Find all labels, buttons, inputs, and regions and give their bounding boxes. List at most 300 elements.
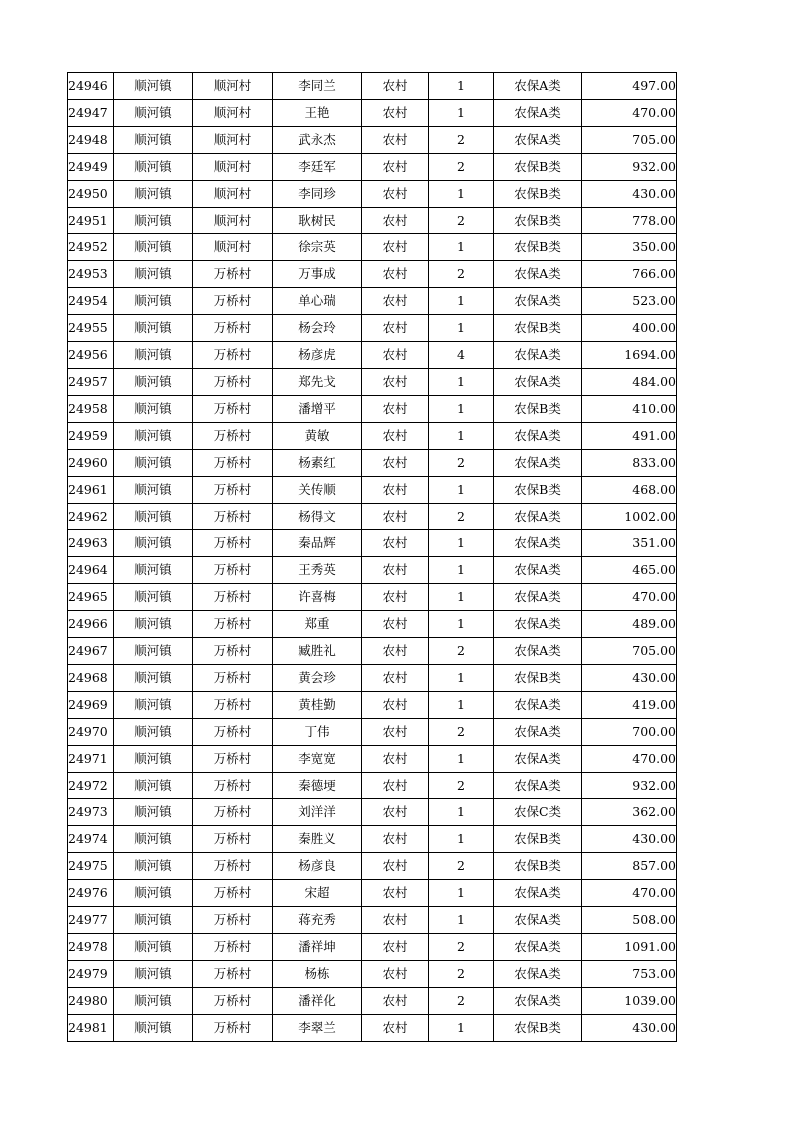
- amount-cell: 410.00: [582, 395, 677, 422]
- village-cell: 万桥村: [193, 449, 273, 476]
- town-cell: 顺河镇: [114, 664, 193, 691]
- table-row: [68, 718, 677, 745]
- amount-cell: 1091.00: [582, 934, 677, 961]
- table-row: [68, 99, 677, 126]
- village-cell: 万桥村: [193, 315, 273, 342]
- household-type-cell: 农村: [362, 691, 429, 718]
- town-cell: 顺河镇: [114, 987, 193, 1014]
- village-cell: 万桥村: [193, 772, 273, 799]
- table-row: [68, 261, 677, 288]
- village-cell: 万桥村: [193, 342, 273, 369]
- town-cell: 顺河镇: [114, 853, 193, 880]
- record-id-cell: 24966: [68, 611, 114, 638]
- record-id-cell: 24948: [68, 126, 114, 153]
- household-type-cell: 农村: [362, 799, 429, 826]
- household-type-cell: 农村: [362, 664, 429, 691]
- village-cell: 万桥村: [193, 987, 273, 1014]
- person-count-cell: 2: [429, 126, 494, 153]
- table-body: [68, 73, 677, 1042]
- table-row: [68, 664, 677, 691]
- category-cell: 农保A类: [494, 530, 582, 557]
- record-id-cell: 24971: [68, 745, 114, 772]
- town-cell: 顺河镇: [114, 1014, 193, 1041]
- person-count-cell: 2: [429, 772, 494, 799]
- town-cell: 顺河镇: [114, 530, 193, 557]
- amount-cell: 430.00: [582, 180, 677, 207]
- person-count-cell: 1: [429, 584, 494, 611]
- amount-cell: 351.00: [582, 530, 677, 557]
- amount-cell: 430.00: [582, 1014, 677, 1041]
- name-cell: 杨得文: [273, 503, 362, 530]
- town-cell: 顺河镇: [114, 745, 193, 772]
- village-cell: 万桥村: [193, 476, 273, 503]
- person-count-cell: 2: [429, 987, 494, 1014]
- amount-cell: 470.00: [582, 584, 677, 611]
- record-id-cell: 24961: [68, 476, 114, 503]
- name-cell: 关传顺: [273, 476, 362, 503]
- town-cell: 顺河镇: [114, 718, 193, 745]
- table-row: [68, 880, 677, 907]
- town-cell: 顺河镇: [114, 368, 193, 395]
- record-id-cell: 24954: [68, 288, 114, 315]
- person-count-cell: 4: [429, 342, 494, 369]
- village-cell: 万桥村: [193, 1014, 273, 1041]
- village-cell: 万桥村: [193, 368, 273, 395]
- amount-cell: 470.00: [582, 99, 677, 126]
- record-id-cell: 24946: [68, 73, 114, 100]
- name-cell: 武永杰: [273, 126, 362, 153]
- town-cell: 顺河镇: [114, 234, 193, 261]
- village-cell: 顺河村: [193, 126, 273, 153]
- name-cell: 许喜梅: [273, 584, 362, 611]
- household-type-cell: 农村: [362, 234, 429, 261]
- table-row: [68, 745, 677, 772]
- name-cell: 臧胜礼: [273, 638, 362, 665]
- table-row: [68, 449, 677, 476]
- category-cell: 农保B类: [494, 315, 582, 342]
- person-count-cell: 1: [429, 907, 494, 934]
- amount-cell: 470.00: [582, 880, 677, 907]
- amount-cell: 833.00: [582, 449, 677, 476]
- record-id-cell: 24952: [68, 234, 114, 261]
- name-cell: 徐宗英: [273, 234, 362, 261]
- village-cell: 万桥村: [193, 422, 273, 449]
- village-cell: 万桥村: [193, 934, 273, 961]
- name-cell: 杨彦良: [273, 853, 362, 880]
- household-type-cell: 农村: [362, 99, 429, 126]
- table-row: [68, 853, 677, 880]
- person-count-cell: 2: [429, 853, 494, 880]
- category-cell: 农保A类: [494, 342, 582, 369]
- household-type-cell: 农村: [362, 584, 429, 611]
- name-cell: 杨素红: [273, 449, 362, 476]
- household-type-cell: 农村: [362, 880, 429, 907]
- record-id-cell: 24976: [68, 880, 114, 907]
- person-count-cell: 1: [429, 288, 494, 315]
- category-cell: 农保A类: [494, 99, 582, 126]
- category-cell: 农保B类: [494, 476, 582, 503]
- table-row: [68, 395, 677, 422]
- village-cell: 万桥村: [193, 691, 273, 718]
- table-row: [68, 1014, 677, 1041]
- amount-cell: 430.00: [582, 826, 677, 853]
- amount-cell: 491.00: [582, 422, 677, 449]
- table-row: [68, 611, 677, 638]
- table-row: [68, 234, 677, 261]
- name-cell: 万事成: [273, 261, 362, 288]
- record-id-cell: 24947: [68, 99, 114, 126]
- person-count-cell: 2: [429, 503, 494, 530]
- household-type-cell: 农村: [362, 73, 429, 100]
- name-cell: 李翠兰: [273, 1014, 362, 1041]
- person-count-cell: 2: [429, 153, 494, 180]
- record-id-cell: 24968: [68, 664, 114, 691]
- person-count-cell: 1: [429, 315, 494, 342]
- person-count-cell: 1: [429, 826, 494, 853]
- household-type-cell: 农村: [362, 1014, 429, 1041]
- amount-cell: 705.00: [582, 126, 677, 153]
- record-id-cell: 24963: [68, 530, 114, 557]
- table-row: [68, 503, 677, 530]
- village-cell: 万桥村: [193, 288, 273, 315]
- town-cell: 顺河镇: [114, 395, 193, 422]
- category-cell: 农保A类: [494, 880, 582, 907]
- village-cell: 万桥村: [193, 853, 273, 880]
- village-cell: 万桥村: [193, 745, 273, 772]
- town-cell: 顺河镇: [114, 691, 193, 718]
- village-cell: 万桥村: [193, 638, 273, 665]
- household-type-cell: 农村: [362, 422, 429, 449]
- village-cell: 万桥村: [193, 799, 273, 826]
- household-type-cell: 农村: [362, 126, 429, 153]
- record-id-cell: 24981: [68, 1014, 114, 1041]
- household-type-cell: 农村: [362, 315, 429, 342]
- category-cell: 农保A类: [494, 772, 582, 799]
- amount-cell: 430.00: [582, 664, 677, 691]
- table-row: [68, 907, 677, 934]
- name-cell: 李同珍: [273, 180, 362, 207]
- household-type-cell: 农村: [362, 987, 429, 1014]
- name-cell: 李宽宽: [273, 745, 362, 772]
- town-cell: 顺河镇: [114, 907, 193, 934]
- person-count-cell: 2: [429, 449, 494, 476]
- village-cell: 万桥村: [193, 664, 273, 691]
- record-id-cell: 24965: [68, 584, 114, 611]
- record-id-cell: 24967: [68, 638, 114, 665]
- town-cell: 顺河镇: [114, 180, 193, 207]
- category-cell: 农保B类: [494, 853, 582, 880]
- amount-cell: 705.00: [582, 638, 677, 665]
- household-type-cell: 农村: [362, 342, 429, 369]
- category-cell: 农保B类: [494, 1014, 582, 1041]
- amount-cell: 523.00: [582, 288, 677, 315]
- record-id-cell: 24950: [68, 180, 114, 207]
- category-cell: 农保A类: [494, 73, 582, 100]
- category-cell: 农保A类: [494, 907, 582, 934]
- household-type-cell: 农村: [362, 288, 429, 315]
- town-cell: 顺河镇: [114, 799, 193, 826]
- village-cell: 万桥村: [193, 907, 273, 934]
- town-cell: 顺河镇: [114, 422, 193, 449]
- category-cell: 农保A类: [494, 934, 582, 961]
- amount-cell: 766.00: [582, 261, 677, 288]
- category-cell: 农保A类: [494, 288, 582, 315]
- person-count-cell: 1: [429, 368, 494, 395]
- town-cell: 顺河镇: [114, 557, 193, 584]
- category-cell: 农保A类: [494, 449, 582, 476]
- household-type-cell: 农村: [362, 557, 429, 584]
- category-cell: 农保B类: [494, 664, 582, 691]
- household-type-cell: 农村: [362, 960, 429, 987]
- name-cell: 杨彦虎: [273, 342, 362, 369]
- table-row: [68, 530, 677, 557]
- name-cell: 黄会珍: [273, 664, 362, 691]
- name-cell: 李同兰: [273, 73, 362, 100]
- name-cell: 耿树民: [273, 207, 362, 234]
- amount-cell: 778.00: [582, 207, 677, 234]
- person-count-cell: 1: [429, 234, 494, 261]
- village-cell: 顺河村: [193, 207, 273, 234]
- table-row: [68, 288, 677, 315]
- record-id-cell: 24970: [68, 718, 114, 745]
- village-cell: 顺河村: [193, 234, 273, 261]
- category-cell: 农保C类: [494, 799, 582, 826]
- name-cell: 潘祥坤: [273, 934, 362, 961]
- amount-cell: 1694.00: [582, 342, 677, 369]
- person-count-cell: 2: [429, 638, 494, 665]
- person-count-cell: 1: [429, 422, 494, 449]
- amount-cell: 350.00: [582, 234, 677, 261]
- category-cell: 农保A类: [494, 960, 582, 987]
- town-cell: 顺河镇: [114, 342, 193, 369]
- town-cell: 顺河镇: [114, 611, 193, 638]
- person-count-cell: 1: [429, 557, 494, 584]
- name-cell: 杨栋: [273, 960, 362, 987]
- table-row: [68, 960, 677, 987]
- record-id-cell: 24969: [68, 691, 114, 718]
- household-type-cell: 农村: [362, 826, 429, 853]
- amount-cell: 932.00: [582, 153, 677, 180]
- person-count-cell: 1: [429, 799, 494, 826]
- name-cell: 秦品辉: [273, 530, 362, 557]
- name-cell: 宋超: [273, 880, 362, 907]
- record-id-cell: 24974: [68, 826, 114, 853]
- record-id-cell: 24979: [68, 960, 114, 987]
- name-cell: 刘洋洋: [273, 799, 362, 826]
- village-cell: 万桥村: [193, 880, 273, 907]
- amount-cell: 465.00: [582, 557, 677, 584]
- category-cell: 农保B类: [494, 153, 582, 180]
- record-id-cell: 24975: [68, 853, 114, 880]
- table-row: [68, 342, 677, 369]
- name-cell: 李廷军: [273, 153, 362, 180]
- category-cell: 农保A类: [494, 368, 582, 395]
- town-cell: 顺河镇: [114, 153, 193, 180]
- household-type-cell: 农村: [362, 611, 429, 638]
- household-type-cell: 农村: [362, 261, 429, 288]
- village-cell: 万桥村: [193, 826, 273, 853]
- amount-cell: 400.00: [582, 315, 677, 342]
- name-cell: 单心瑞: [273, 288, 362, 315]
- category-cell: 农保A类: [494, 611, 582, 638]
- amount-cell: 489.00: [582, 611, 677, 638]
- household-type-cell: 农村: [362, 153, 429, 180]
- table-row: [68, 73, 677, 100]
- town-cell: 顺河镇: [114, 449, 193, 476]
- table-row: [68, 422, 677, 449]
- amount-cell: 857.00: [582, 853, 677, 880]
- record-id-cell: 24949: [68, 153, 114, 180]
- amount-cell: 700.00: [582, 718, 677, 745]
- name-cell: 黄敏: [273, 422, 362, 449]
- table-row: [68, 368, 677, 395]
- name-cell: 郑先戈: [273, 368, 362, 395]
- town-cell: 顺河镇: [114, 261, 193, 288]
- town-cell: 顺河镇: [114, 584, 193, 611]
- record-id-cell: 24980: [68, 987, 114, 1014]
- amount-cell: 497.00: [582, 73, 677, 100]
- table-row: [68, 934, 677, 961]
- household-type-cell: 农村: [362, 638, 429, 665]
- table-row: [68, 315, 677, 342]
- village-cell: 顺河村: [193, 99, 273, 126]
- category-cell: 农保A类: [494, 745, 582, 772]
- record-id-cell: 24962: [68, 503, 114, 530]
- record-id-cell: 24973: [68, 799, 114, 826]
- record-id-cell: 24955: [68, 315, 114, 342]
- village-cell: 万桥村: [193, 557, 273, 584]
- category-cell: 农保B类: [494, 395, 582, 422]
- table-row: [68, 557, 677, 584]
- category-cell: 农保B类: [494, 180, 582, 207]
- name-cell: 秦德埂: [273, 772, 362, 799]
- record-id-cell: 24959: [68, 422, 114, 449]
- category-cell: 农保A类: [494, 422, 582, 449]
- amount-cell: 932.00: [582, 772, 677, 799]
- person-count-cell: 1: [429, 530, 494, 557]
- household-type-cell: 农村: [362, 907, 429, 934]
- town-cell: 顺河镇: [114, 503, 193, 530]
- town-cell: 顺河镇: [114, 73, 193, 100]
- table-row: [68, 153, 677, 180]
- person-count-cell: 1: [429, 1014, 494, 1041]
- household-type-cell: 农村: [362, 745, 429, 772]
- amount-cell: 484.00: [582, 368, 677, 395]
- household-type-cell: 农村: [362, 395, 429, 422]
- category-cell: 农保B类: [494, 207, 582, 234]
- record-id-cell: 24956: [68, 342, 114, 369]
- record-id-cell: 24958: [68, 395, 114, 422]
- record-id-cell: 24957: [68, 368, 114, 395]
- name-cell: 蒋充秀: [273, 907, 362, 934]
- household-type-cell: 农村: [362, 207, 429, 234]
- household-type-cell: 农村: [362, 853, 429, 880]
- household-type-cell: 农村: [362, 772, 429, 799]
- village-cell: 万桥村: [193, 530, 273, 557]
- benefit-table: [67, 72, 677, 1042]
- household-type-cell: 农村: [362, 368, 429, 395]
- record-id-cell: 24953: [68, 261, 114, 288]
- table-row: [68, 126, 677, 153]
- village-cell: 万桥村: [193, 503, 273, 530]
- household-type-cell: 农村: [362, 449, 429, 476]
- category-cell: 农保A类: [494, 584, 582, 611]
- household-type-cell: 农村: [362, 934, 429, 961]
- household-type-cell: 农村: [362, 503, 429, 530]
- household-type-cell: 农村: [362, 718, 429, 745]
- person-count-cell: 1: [429, 476, 494, 503]
- person-count-cell: 2: [429, 718, 494, 745]
- person-count-cell: 1: [429, 880, 494, 907]
- person-count-cell: 1: [429, 745, 494, 772]
- town-cell: 顺河镇: [114, 99, 193, 126]
- record-id-cell: 24972: [68, 772, 114, 799]
- name-cell: 潘祥化: [273, 987, 362, 1014]
- household-type-cell: 农村: [362, 180, 429, 207]
- village-cell: 万桥村: [193, 611, 273, 638]
- category-cell: 农保A类: [494, 557, 582, 584]
- table-row: [68, 987, 677, 1014]
- person-count-cell: 2: [429, 960, 494, 987]
- household-type-cell: 农村: [362, 530, 429, 557]
- table-row: [68, 584, 677, 611]
- town-cell: 顺河镇: [114, 126, 193, 153]
- name-cell: 王艳: [273, 99, 362, 126]
- name-cell: 王秀英: [273, 557, 362, 584]
- village-cell: 万桥村: [193, 960, 273, 987]
- town-cell: 顺河镇: [114, 772, 193, 799]
- category-cell: 农保A类: [494, 987, 582, 1014]
- table-row: [68, 691, 677, 718]
- village-cell: 万桥村: [193, 261, 273, 288]
- category-cell: 农保A类: [494, 691, 582, 718]
- record-id-cell: 24964: [68, 557, 114, 584]
- town-cell: 顺河镇: [114, 934, 193, 961]
- category-cell: 农保A类: [494, 718, 582, 745]
- person-count-cell: 2: [429, 934, 494, 961]
- category-cell: 农保B类: [494, 826, 582, 853]
- village-cell: 顺河村: [193, 180, 273, 207]
- village-cell: 顺河村: [193, 153, 273, 180]
- village-cell: 顺河村: [193, 73, 273, 100]
- person-count-cell: 1: [429, 395, 494, 422]
- amount-cell: 753.00: [582, 960, 677, 987]
- name-cell: 郑重: [273, 611, 362, 638]
- amount-cell: 470.00: [582, 745, 677, 772]
- person-count-cell: 2: [429, 207, 494, 234]
- town-cell: 顺河镇: [114, 476, 193, 503]
- table-row: [68, 180, 677, 207]
- record-id-cell: 24977: [68, 907, 114, 934]
- amount-cell: 1002.00: [582, 503, 677, 530]
- town-cell: 顺河镇: [114, 826, 193, 853]
- village-cell: 万桥村: [193, 584, 273, 611]
- name-cell: 杨会玲: [273, 315, 362, 342]
- category-cell: 农保A类: [494, 261, 582, 288]
- name-cell: 秦胜义: [273, 826, 362, 853]
- person-count-cell: 1: [429, 691, 494, 718]
- amount-cell: 508.00: [582, 907, 677, 934]
- table-row: [68, 799, 677, 826]
- table-row: [68, 207, 677, 234]
- amount-cell: 468.00: [582, 476, 677, 503]
- category-cell: 农保A类: [494, 638, 582, 665]
- record-id-cell: 24978: [68, 934, 114, 961]
- household-type-cell: 农村: [362, 476, 429, 503]
- person-count-cell: 1: [429, 180, 494, 207]
- table-row: [68, 638, 677, 665]
- amount-cell: 419.00: [582, 691, 677, 718]
